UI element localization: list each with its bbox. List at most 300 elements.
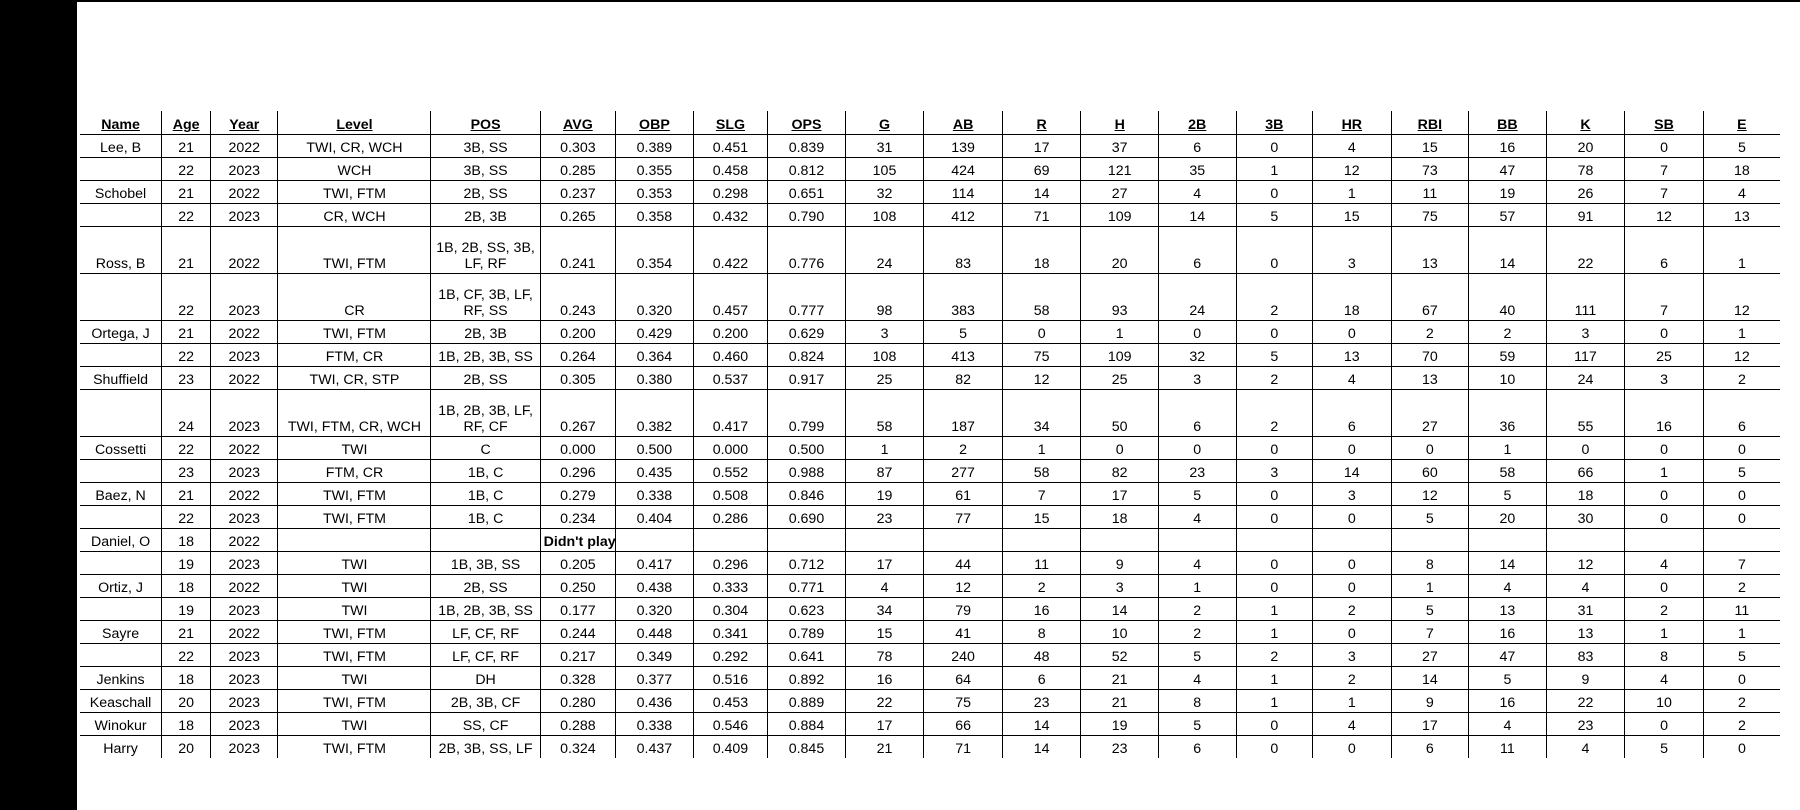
cell-avg: 0.241 <box>540 227 616 274</box>
cell-e: 18 <box>1703 158 1780 181</box>
cell-slg: 0.000 <box>693 437 767 460</box>
cell-g: 3 <box>845 321 924 344</box>
cell-g: 23 <box>845 506 924 529</box>
cell-age: 23 <box>162 460 211 483</box>
cell-pos: LF, CF, RF <box>431 621 540 644</box>
cell-ab: 41 <box>924 621 1003 644</box>
cell-g: 22 <box>845 690 924 713</box>
cell-sb: 12 <box>1625 204 1704 227</box>
cell-year: 2023 <box>211 690 278 713</box>
cell-2b: 2 <box>1158 598 1236 621</box>
column-header-r: R <box>1002 111 1081 135</box>
cell-year: 2023 <box>211 736 278 759</box>
cell-ab: 83 <box>924 227 1003 274</box>
cell-sb: 8 <box>1625 644 1704 667</box>
cell-3b: 0 <box>1236 181 1313 204</box>
cell-e: 0 <box>1703 667 1780 690</box>
column-header-h: H <box>1081 111 1159 135</box>
table-body <box>80 135 1780 759</box>
cell-obp: 0.389 <box>616 135 694 158</box>
cell-r <box>1002 529 1081 552</box>
cell-k: 117 <box>1546 344 1625 367</box>
table-row <box>80 460 1780 483</box>
cell-bb: 57 <box>1469 204 1547 227</box>
cell-ab <box>924 529 1003 552</box>
cell-2b: 4 <box>1158 506 1236 529</box>
cell-avg: 0.205 <box>540 552 616 575</box>
cell-name: Ortega, J <box>80 321 162 344</box>
cell-bb: 59 <box>1469 344 1547 367</box>
cell-rbi: 7 <box>1391 621 1469 644</box>
cell-name: Baez, N <box>80 483 162 506</box>
cell-obp: 0.382 <box>616 390 694 437</box>
cell-g: 34 <box>845 598 924 621</box>
cell-g: 32 <box>845 181 924 204</box>
cell-rbi <box>1391 529 1469 552</box>
cell-pos: 1B, 3B, SS <box>431 552 540 575</box>
cell-ops: 0.846 <box>768 483 846 506</box>
cell-g: 105 <box>845 158 924 181</box>
cell-e: 2 <box>1703 690 1780 713</box>
cell-k: 55 <box>1546 390 1625 437</box>
column-header-bb: BB <box>1469 111 1547 135</box>
cell-rbi: 73 <box>1391 158 1469 181</box>
cell-2b: 6 <box>1158 227 1236 274</box>
cell-ops: 0.892 <box>768 667 846 690</box>
cell-3b: 1 <box>1236 690 1313 713</box>
cell-g: 78 <box>845 644 924 667</box>
cell-age: 22 <box>162 274 211 321</box>
cell-bb: 19 <box>1469 181 1547 204</box>
cell-g: 108 <box>845 204 924 227</box>
cell-slg: 0.200 <box>693 321 767 344</box>
cell-name <box>80 158 162 181</box>
cell-r: 1 <box>1002 437 1081 460</box>
cell-age: 21 <box>162 135 211 158</box>
cell-3b: 2 <box>1236 390 1313 437</box>
table-row <box>80 667 1780 690</box>
cell-h: 109 <box>1081 204 1159 227</box>
table-row <box>80 713 1780 736</box>
cell-g: 108 <box>845 344 924 367</box>
cell-hr: 0 <box>1313 437 1392 460</box>
cell-h: 20 <box>1081 227 1159 274</box>
cell-level: TWI, FTM <box>278 644 431 667</box>
cell-sb: 6 <box>1625 227 1704 274</box>
cell-ops: 0.917 <box>768 367 846 390</box>
cell-sb: 3 <box>1625 367 1704 390</box>
cell-level <box>278 529 431 552</box>
cell-hr: 2 <box>1313 667 1392 690</box>
cell-h: 82 <box>1081 460 1159 483</box>
cell-hr: 18 <box>1313 274 1392 321</box>
column-header-pos: POS <box>431 111 540 135</box>
cell-r: 17 <box>1002 135 1081 158</box>
table-row <box>80 204 1780 227</box>
cell-k: 18 <box>1546 483 1625 506</box>
cell-3b: 2 <box>1236 644 1313 667</box>
column-header-e: E <box>1703 111 1780 135</box>
cell-3b: 0 <box>1236 575 1313 598</box>
cell-h: 14 <box>1081 598 1159 621</box>
table-row <box>80 367 1780 390</box>
table-row <box>80 437 1780 460</box>
cell-bb: 4 <box>1469 713 1547 736</box>
cell-k: 13 <box>1546 621 1625 644</box>
cell-ops: 0.845 <box>768 736 846 759</box>
cell-k: 4 <box>1546 575 1625 598</box>
cell-3b: 1 <box>1236 667 1313 690</box>
cell-name: Daniel, O <box>80 529 162 552</box>
cell-rbi: 5 <box>1391 506 1469 529</box>
cell-year: 2023 <box>211 667 278 690</box>
column-header-rbi: RBI <box>1391 111 1469 135</box>
table-row <box>80 344 1780 367</box>
cell-r: 69 <box>1002 158 1081 181</box>
cell-obp: 0.380 <box>616 367 694 390</box>
cell-level: WCH <box>278 158 431 181</box>
cell-avg: 0.234 <box>540 506 616 529</box>
cell-hr: 4 <box>1313 713 1392 736</box>
table-row <box>80 690 1780 713</box>
cell-k: 26 <box>1546 181 1625 204</box>
cell-e: 11 <box>1703 598 1780 621</box>
cell-h: 109 <box>1081 344 1159 367</box>
cell-avg: 0.328 <box>540 667 616 690</box>
cell-h: 50 <box>1081 390 1159 437</box>
cell-bb: 16 <box>1469 690 1547 713</box>
cell-h: 23 <box>1081 736 1159 759</box>
cell-age: 21 <box>162 227 211 274</box>
cell-year: 2023 <box>211 390 278 437</box>
cell-h: 3 <box>1081 575 1159 598</box>
cell-e: 7 <box>1703 552 1780 575</box>
cell-r: 14 <box>1002 713 1081 736</box>
cell-r: 6 <box>1002 667 1081 690</box>
cell-year: 2023 <box>211 506 278 529</box>
cell-year: 2022 <box>211 483 278 506</box>
cell-k: 0 <box>1546 437 1625 460</box>
cell-obp: 0.355 <box>616 158 694 181</box>
cell-k: 22 <box>1546 227 1625 274</box>
cell-rbi: 12 <box>1391 483 1469 506</box>
cell-level: TWI, FTM <box>278 736 431 759</box>
cell-3b: 1 <box>1236 598 1313 621</box>
cell-slg: 0.333 <box>693 575 767 598</box>
cell-3b: 5 <box>1236 204 1313 227</box>
cell-bb: 16 <box>1469 135 1547 158</box>
cell-rbi: 27 <box>1391 390 1469 437</box>
cell-e <box>1703 529 1780 552</box>
cell-pos: 2B, SS <box>431 181 540 204</box>
cell-sb: 7 <box>1625 274 1704 321</box>
cell-r: 11 <box>1002 552 1081 575</box>
cell-r: 71 <box>1002 204 1081 227</box>
cell-hr: 13 <box>1313 344 1392 367</box>
cell-year: 2022 <box>211 437 278 460</box>
cell-obp: 0.429 <box>616 321 694 344</box>
cell-k: 22 <box>1546 690 1625 713</box>
cell-ops: 0.789 <box>768 621 846 644</box>
cell-sb: 7 <box>1625 158 1704 181</box>
cell-ab: 66 <box>924 713 1003 736</box>
cell-rbi: 13 <box>1391 367 1469 390</box>
table-row <box>80 158 1780 181</box>
cell-sb: 0 <box>1625 575 1704 598</box>
column-header-name: Name <box>80 111 162 135</box>
cell-r: 0 <box>1002 321 1081 344</box>
cell-e: 2 <box>1703 713 1780 736</box>
cell-age: 19 <box>162 552 211 575</box>
cell-ab: 187 <box>924 390 1003 437</box>
cell-avg: 0.243 <box>540 274 616 321</box>
cell-age: 24 <box>162 390 211 437</box>
cell-level: TWI <box>278 598 431 621</box>
cell-level: CR <box>278 274 431 321</box>
cell-pos: 1B, C <box>431 506 540 529</box>
column-header-avg: AVG <box>540 111 616 135</box>
cell-sb: 1 <box>1625 621 1704 644</box>
cell-3b: 0 <box>1236 321 1313 344</box>
cell-age: 19 <box>162 598 211 621</box>
table-row <box>80 598 1780 621</box>
cell-ab: 61 <box>924 483 1003 506</box>
cell-name: Sayre <box>80 621 162 644</box>
cell-r: 23 <box>1002 690 1081 713</box>
cell-avg: 0.000 <box>540 437 616 460</box>
cell-hr: 0 <box>1313 621 1392 644</box>
cell-ops: 0.988 <box>768 460 846 483</box>
cell-2b: 5 <box>1158 644 1236 667</box>
cell-2b: 35 <box>1158 158 1236 181</box>
cell-avg: 0.279 <box>540 483 616 506</box>
cell-ops: 0.712 <box>768 552 846 575</box>
cell-ops: 0.771 <box>768 575 846 598</box>
cell-name: Harry <box>103 741 138 757</box>
cell-obp: 0.320 <box>616 598 694 621</box>
cell-e: 2 <box>1703 367 1780 390</box>
cell-r: 58 <box>1002 274 1081 321</box>
cell-h: 25 <box>1081 367 1159 390</box>
column-header-obp: OBP <box>616 111 694 135</box>
cell-rbi: 14 <box>1391 667 1469 690</box>
cell-e: 1 <box>1703 227 1780 274</box>
cell-2b: 4 <box>1158 181 1236 204</box>
cell-k: 3 <box>1546 321 1625 344</box>
cell-g: 21 <box>845 736 924 759</box>
cell-g: 4 <box>845 575 924 598</box>
cell-avg: 0.303 <box>540 135 616 158</box>
cell-bb: 14 <box>1469 227 1547 274</box>
cell-pos: 2B, 3B <box>431 204 540 227</box>
cell-name: Jenkins <box>80 667 162 690</box>
cell-k: 66 <box>1546 460 1625 483</box>
cell-3b: 0 <box>1236 135 1313 158</box>
cell-bb: 10 <box>1469 367 1547 390</box>
table-row <box>80 274 1780 321</box>
cell-sb: 10 <box>1625 690 1704 713</box>
cell-3b: 3 <box>1236 460 1313 483</box>
cell-e: 0 <box>1703 437 1780 460</box>
cell-avg: 0.265 <box>540 204 616 227</box>
cell-slg: 0.296 <box>693 552 767 575</box>
cell-sb: 7 <box>1625 181 1704 204</box>
cell-ops: 0.651 <box>768 181 846 204</box>
cell-age: 18 <box>162 667 211 690</box>
cell-year: 2023 <box>211 274 278 321</box>
cell-name <box>80 460 162 483</box>
cell-bb: 14 <box>1469 552 1547 575</box>
cell-obp: 0.338 <box>616 713 694 736</box>
cell-obp: 0.354 <box>616 227 694 274</box>
cell-hr: 0 <box>1313 552 1392 575</box>
cell-g: 24 <box>845 227 924 274</box>
cell-3b: 1 <box>1236 621 1313 644</box>
cell-age: 18 <box>162 713 211 736</box>
cell-level: TWI, CR, STP <box>278 367 431 390</box>
cell-h: 18 <box>1081 506 1159 529</box>
cell-h: 37 <box>1081 135 1159 158</box>
cell-age: 21 <box>162 321 211 344</box>
cell-slg: 0.516 <box>693 667 767 690</box>
cell-level: FTM, CR <box>278 344 431 367</box>
cell-e: 0 <box>1703 736 1780 759</box>
cell-rbi: 0 <box>1391 437 1469 460</box>
cell-ops: 0.799 <box>768 390 846 437</box>
cell-age: 21 <box>162 621 211 644</box>
cell-ops: 0.824 <box>768 344 846 367</box>
cell-bb: 40 <box>1469 274 1547 321</box>
cell-slg: 0.292 <box>693 644 767 667</box>
cell-k: 78 <box>1546 158 1625 181</box>
column-header-3b: 3B <box>1236 111 1313 135</box>
cell-bb: 58 <box>1469 460 1547 483</box>
cell-name: Ortiz, J <box>80 575 162 598</box>
cell-slg: 0.298 <box>693 181 767 204</box>
top-border <box>0 0 1800 2</box>
cell-pos: 2B, 3B, SS, LF <box>431 736 540 759</box>
cell-k: 91 <box>1546 204 1625 227</box>
cell-obp: 0.404 <box>616 506 694 529</box>
cell-ab: 424 <box>924 158 1003 181</box>
cell-hr: 0 <box>1313 321 1392 344</box>
cell-e: 12 <box>1703 344 1780 367</box>
cell-name: Schobel <box>80 181 162 204</box>
cell-year: 2023 <box>211 598 278 621</box>
cell-slg: 0.460 <box>693 344 767 367</box>
cell-rbi: 9 <box>1391 690 1469 713</box>
cell-obp: 0.417 <box>616 552 694 575</box>
cell-k: 12 <box>1546 552 1625 575</box>
cell-bb: 47 <box>1469 158 1547 181</box>
cell-ops: 0.790 <box>768 204 846 227</box>
cell-hr: 6 <box>1313 390 1392 437</box>
column-header-g: G <box>845 111 924 135</box>
table-row <box>80 529 1780 552</box>
cell-rbi: 6 <box>1391 736 1469 759</box>
cell-slg: 0.417 <box>693 390 767 437</box>
cell-ab: 240 <box>924 644 1003 667</box>
cell-level: TWI, FTM <box>278 690 431 713</box>
cell-level: TWI, FTM <box>278 321 431 344</box>
cell-k: 20 <box>1546 135 1625 158</box>
cell-name <box>80 390 162 437</box>
cell-avg: 0.217 <box>540 644 616 667</box>
cell-g: 1 <box>845 437 924 460</box>
cell-year: 2023 <box>211 644 278 667</box>
cell-age: 20 <box>162 690 211 713</box>
cell-level: TWI, FTM <box>278 181 431 204</box>
column-header-age: Age <box>162 111 211 135</box>
cell-avg: 0.288 <box>540 713 616 736</box>
cell-pos: 2B, SS <box>431 575 540 598</box>
cell-r: 18 <box>1002 227 1081 274</box>
cell-name <box>80 274 162 321</box>
cell-hr: 3 <box>1313 227 1392 274</box>
cell-k: 30 <box>1546 506 1625 529</box>
cell-level: TWI, CR, WCH <box>278 135 431 158</box>
cell-bb: 4 <box>1469 575 1547 598</box>
cell-2b: 3 <box>1158 367 1236 390</box>
cell-2b: 6 <box>1158 390 1236 437</box>
column-header-ops: OPS <box>768 111 846 135</box>
cell-pos: C <box>431 437 540 460</box>
table-row <box>80 483 1780 506</box>
cell-ab: 79 <box>924 598 1003 621</box>
cell-age: 22 <box>162 344 211 367</box>
cell-2b: 0 <box>1158 321 1236 344</box>
cell-r: 8 <box>1002 621 1081 644</box>
cell-e: 1 <box>1703 321 1780 344</box>
cell-name <box>80 552 162 575</box>
cell-obp: 0.448 <box>616 621 694 644</box>
cell-pos: 1B, CF, 3B, LF, RF, SS <box>431 274 540 321</box>
cell-2b: 6 <box>1158 135 1236 158</box>
cell-slg: 0.451 <box>693 135 767 158</box>
table-row <box>80 135 1780 158</box>
cell-pos: 1B, C <box>431 483 540 506</box>
cell-rbi: 17 <box>1391 713 1469 736</box>
cell-sb: 0 <box>1625 506 1704 529</box>
cell-e: 5 <box>1703 135 1780 158</box>
cell-2b: 5 <box>1158 483 1236 506</box>
cell-g: 58 <box>845 390 924 437</box>
cell-name <box>80 204 162 227</box>
cell-2b: 4 <box>1158 667 1236 690</box>
cell-level: TWI <box>278 667 431 690</box>
cell-g: 25 <box>845 367 924 390</box>
table-row <box>80 227 1780 274</box>
column-header-year: Year <box>211 111 278 135</box>
cell-obp <box>616 529 694 552</box>
table-row <box>80 575 1780 598</box>
cell-3b: 5 <box>1236 344 1313 367</box>
cell-avg: 0.324 <box>540 736 616 759</box>
cell-level: FTM, CR <box>278 460 431 483</box>
cell-obp: 0.353 <box>616 181 694 204</box>
cell-obp: 0.338 <box>616 483 694 506</box>
cell-year: 2022 <box>211 321 278 344</box>
cell-2b: 23 <box>1158 460 1236 483</box>
cell-hr: 4 <box>1313 367 1392 390</box>
cell-obp: 0.349 <box>616 644 694 667</box>
cell-slg: 0.432 <box>693 204 767 227</box>
cell-level: TWI, FTM <box>278 506 431 529</box>
cell-h: 10 <box>1081 621 1159 644</box>
cell-ops: 0.776 <box>768 227 846 274</box>
cell-year: 2022 <box>211 621 278 644</box>
cell-ab: 2 <box>924 437 1003 460</box>
